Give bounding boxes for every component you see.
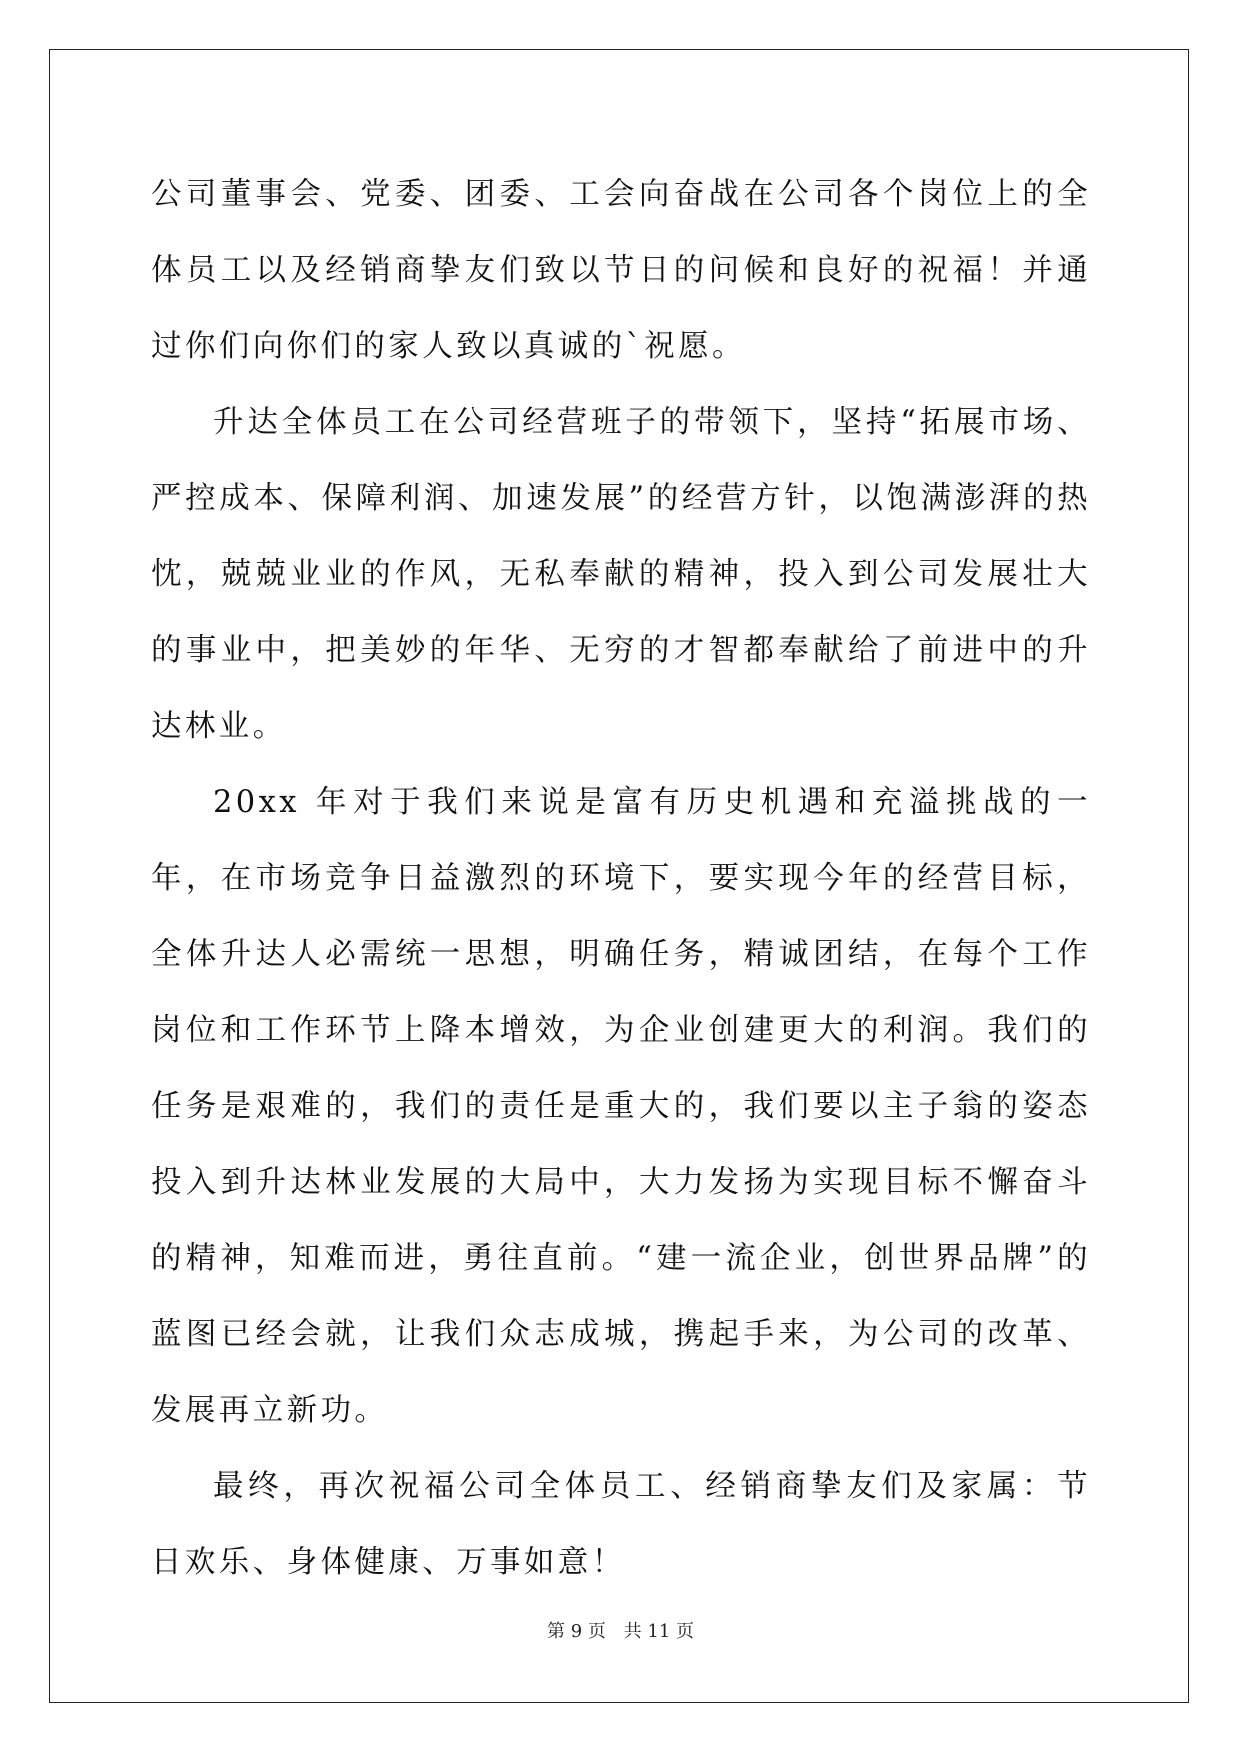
page-number: 第 9 页 [547, 1621, 606, 1642]
paragraph-1: 公司董事会、党委、团委、工会向奋战在公司各个岗位上的全体员工以及经销商挚友们致以节日的问候和良好的祝福！并通过你们向你们的家人致以真诚的`祝愿。 [151, 177, 1091, 364]
page-total: 共 11 页 [623, 1621, 694, 1642]
document-body [151, 157, 1091, 1601]
paragraph-4: 最终，再次祝福公司全体员工、经销商挚友们及家属：节日欢乐、身体健康、万事如意！ [151, 1469, 1091, 1580]
paragraph-3: 20xx 年对于我们来说是富有历史机遇和充溢挑战的一年，在市场竞争日益激烈的环境下，要实现今年的经营目标，全体升达人必需统一思想，明确任务，精诚团结，在每个工作岗位和工作环节上降本增效，为企业创建更大的利润。我们的任务是艰难的，我们的责任是重大的，我们要以主子翁的姿态投入到升达林业发展的大局中，大力发扬为实现目标不懈奋斗的精神，知难而进，勇往直前。“建一流企业，创世界品牌”的蓝图已经会就，让我们众志成城，携起手来，为公司的改革、发展再立新功。 [151, 785, 1091, 1428]
page-footer [0, 1617, 1241, 1643]
paragraph-2: 升达全体员工在公司经营班子的带领下，坚持“拓展市场、严控成本、保障利润、加速发展”的经营方针，以饱满澎湃的热忱，兢兢业业的作风，无私奉献的精神，投入到公司发展壮大的事业中，把美妙的年华、无穷的才智都奉献给了前进中的升达林业。 [151, 405, 1091, 744]
